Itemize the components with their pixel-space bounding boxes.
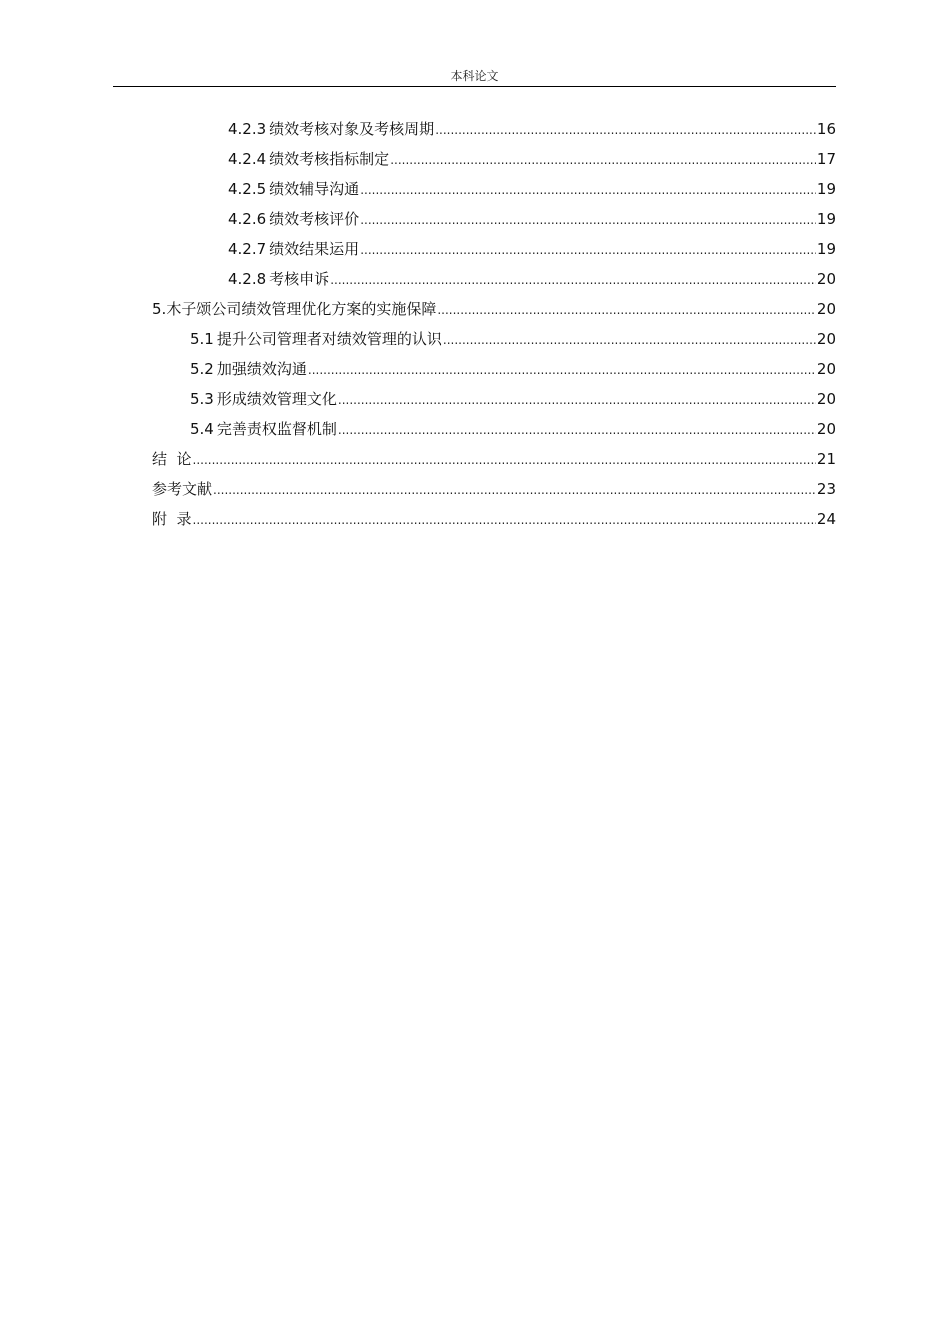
toc-entry[interactable] (190, 324, 836, 354)
toc-dot-leader (193, 505, 816, 535)
toc-dot-leader (308, 355, 816, 385)
toc-entry[interactable] (228, 234, 836, 264)
toc-entry-title: 参考文献 (152, 480, 213, 498)
toc-entry[interactable] (152, 294, 836, 324)
toc-entry-page: 23 (816, 480, 836, 498)
toc-entry-page: 20 (816, 330, 836, 348)
toc-entry-title: 附 录 (152, 510, 192, 528)
toc-entry-title (190, 324, 442, 354)
toc-dot-leader (193, 445, 816, 475)
toc-dot-leader (338, 385, 816, 415)
toc-dot-leader (435, 115, 816, 145)
toc-entry-text: 完善责权监督机制 (216, 420, 337, 438)
toc-entry-number: 5. (152, 300, 167, 318)
toc-entry-title (228, 144, 389, 174)
toc-entry-page: 16 (816, 120, 836, 138)
toc-entry-number: 4.2.6 (228, 210, 267, 228)
toc-entry-text: 形成绩效管理文化 (216, 390, 337, 408)
toc-entry-page: 20 (816, 420, 836, 438)
toc-entry-text: 木子颂公司绩效管理优化方案的实施保障 (166, 300, 437, 318)
toc-entry-number: 5.2 (190, 360, 214, 378)
toc-entry-number: 5.4 (190, 420, 214, 438)
toc-entry-title (190, 384, 337, 414)
toc-dot-leader (443, 325, 816, 355)
toc-entry-title (190, 414, 337, 444)
toc-entry-title (228, 114, 434, 144)
toc-entry-page: 19 (816, 180, 836, 198)
toc-entry-page: 20 (816, 360, 836, 378)
toc-dot-leader (360, 205, 816, 235)
header-rule (113, 86, 836, 87)
toc-entry-page: 20 (816, 390, 836, 408)
toc-dot-leader (437, 295, 816, 325)
toc-entry-number: 4.2.5 (228, 180, 267, 198)
toc-entry[interactable] (152, 474, 836, 504)
toc-entry-number: 5.1 (190, 330, 214, 348)
toc-entry[interactable] (228, 264, 836, 294)
toc-dot-leader (360, 175, 816, 205)
toc-entry[interactable] (190, 384, 836, 414)
toc-entry-text: 绩效考核指标制定 (269, 150, 390, 168)
toc-entry-number: 4.2.8 (228, 270, 267, 288)
toc-dot-leader (330, 265, 816, 295)
toc-entry[interactable] (228, 114, 836, 144)
toc-entry-page: 19 (816, 210, 836, 228)
toc-entry-page: 24 (816, 510, 836, 528)
toc-entry[interactable] (152, 504, 836, 534)
toc-entry-title (228, 264, 329, 294)
toc-entry-number: 4.2.3 (228, 120, 267, 138)
page-header-title: 本科论文 (450, 69, 499, 83)
toc-entry[interactable] (152, 444, 836, 474)
toc-dot-leader (360, 235, 816, 265)
toc-entry-text: 绩效结果运用 (269, 240, 360, 258)
toc-entry-title (190, 354, 307, 384)
toc-entry[interactable] (228, 144, 836, 174)
toc-entry[interactable] (228, 204, 836, 234)
toc-entry-page: 21 (816, 450, 836, 468)
toc-entry[interactable] (228, 174, 836, 204)
toc-entry-page: 20 (816, 270, 836, 288)
toc-entry-text: 绩效考核对象及考核周期 (269, 120, 435, 138)
toc-entry-text: 加强绩效沟通 (216, 360, 307, 378)
toc-entry-number: 4.2.4 (228, 150, 267, 168)
toc-entry-title (228, 204, 359, 234)
toc-entry-page: 20 (816, 300, 836, 318)
toc-entry-number: 5.3 (190, 390, 214, 408)
toc-entry[interactable] (190, 414, 836, 444)
toc-entry-title (152, 294, 436, 324)
toc-entry-title (228, 174, 359, 204)
toc-dot-leader (338, 415, 816, 445)
toc-entry-page: 19 (816, 240, 836, 258)
toc-dot-leader (390, 145, 816, 175)
toc-entry-text: 绩效考核评价 (269, 210, 360, 228)
toc-dot-leader (213, 475, 816, 505)
toc-entry-text: 提升公司管理者对绩效管理的认识 (216, 330, 442, 348)
toc-entry[interactable] (190, 354, 836, 384)
toc-entry-title: 结 论 (152, 450, 192, 468)
toc-entry-text: 考核申诉 (269, 270, 330, 288)
toc-entry-number: 4.2.7 (228, 240, 267, 258)
toc-entry-title (228, 234, 359, 264)
toc-entry-text: 绩效辅导沟通 (269, 180, 360, 198)
toc-entry-page: 17 (816, 150, 836, 168)
